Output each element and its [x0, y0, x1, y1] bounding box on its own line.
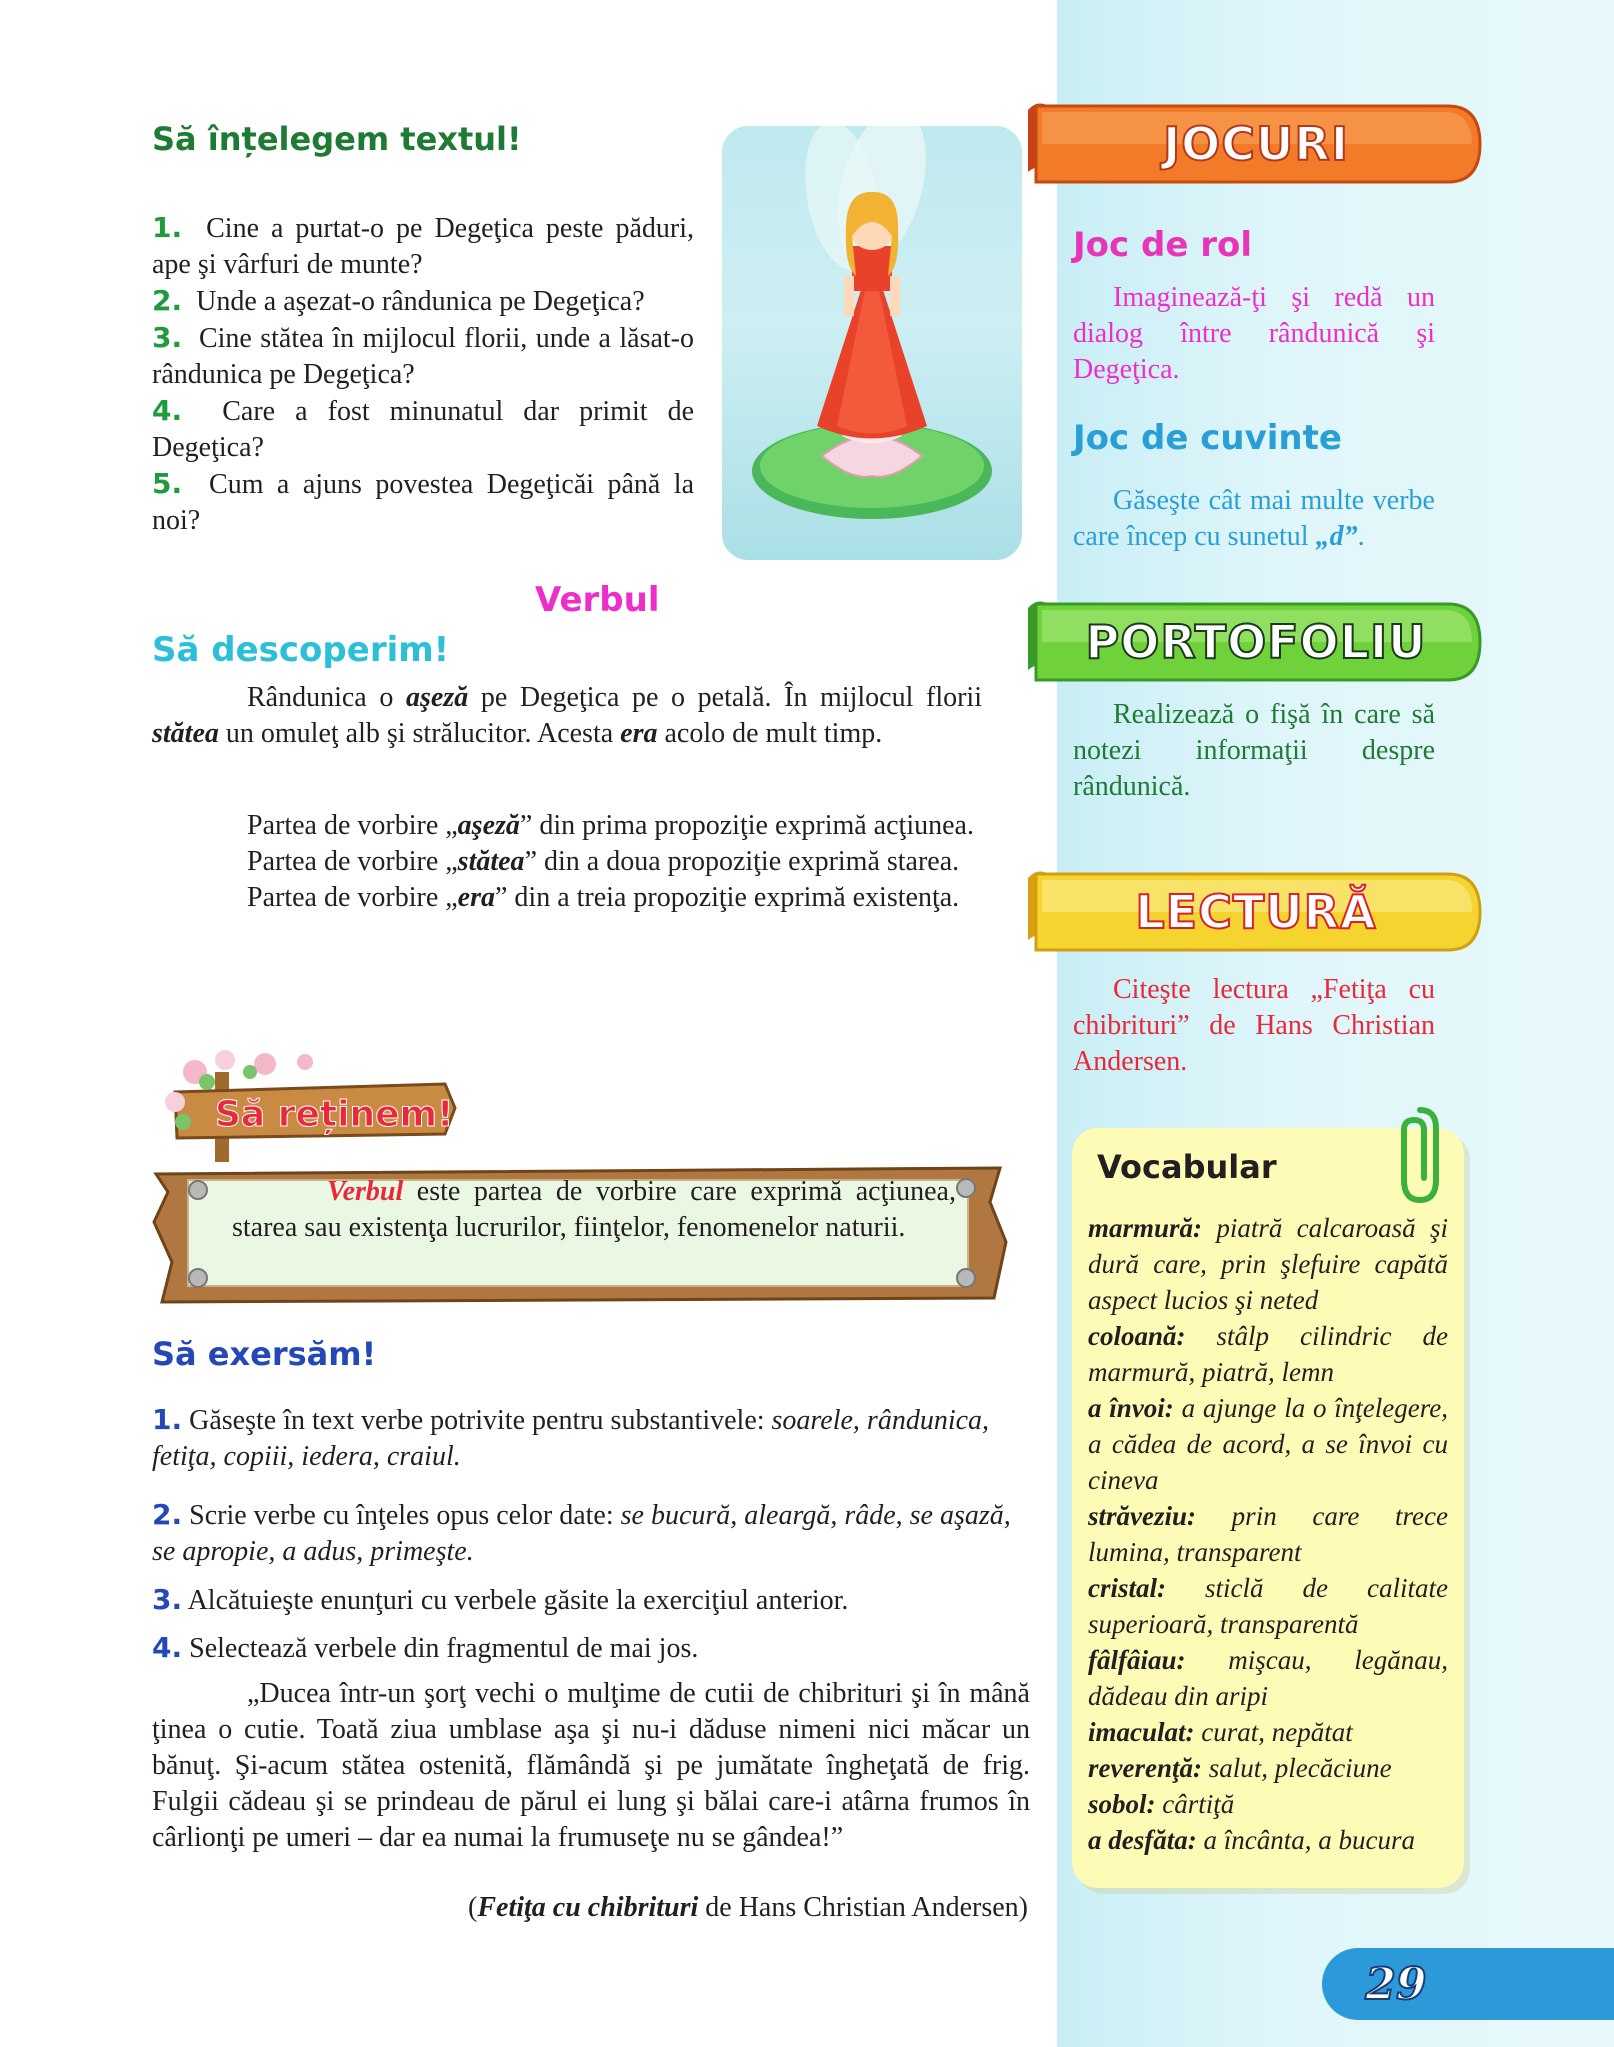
list-item: marmură: piatră calcaroasă şi dură care, prin şlefuire capătă aspect lucios şi neted [1088, 1213, 1448, 1315]
list-item: 5. Cum a ajuns povestea Degeţicăi până la noi? [152, 467, 695, 536]
thumbelina-illustration [722, 126, 1022, 560]
list-item: cristal: sticlă de calitate superioară, transparentă [1088, 1573, 1448, 1639]
section-title-verbul: Verbul [535, 580, 660, 620]
joc-de-rol-title: Joc de rol [1073, 225, 1253, 265]
list-item: reverenţă: salut, plecăciune [1088, 1753, 1392, 1783]
portofoliu-text: Realizează o fişă în care să notezi informaţii despre rândunică. [1073, 699, 1435, 802]
list-item: 2. Unde a aşezat-o rândunica pe Degeţica? [152, 284, 645, 317]
fairy-image [722, 126, 1022, 560]
explanation-line: Partea de vorbire „era” din a treia propoziţie exprimă existenţa. [247, 882, 960, 913]
list-item: 1. Cine a purtat-o pe Degeţica peste păduri, ape şi vârfuri de munte? [152, 211, 694, 280]
explanation-line: Partea de vorbire „aşeză” din prima propoziţie exprimă acţiunea. [247, 810, 974, 841]
vocabulary-list [1088, 1210, 1448, 1858]
exercise-1: 1. Găseşte în text verbe potrivite pentru substantivele: soarele, rândunica, fetiţa, copiii, iedera, craiul. [152, 1403, 990, 1472]
quote-source: (Fetiţa cu chibrituri de Hans Christian Andersen) [468, 1892, 1028, 1923]
story-fragment: „Ducea într-un şorţ vechi o mulţime de cutii de chibrituri şi în mână ţinea o cutie. Toată ziua umblase aşa şi nu-i dăduse nimeni nici măcar un bănuţ. Şi-acum stătea ostenită, flămândă şi pe jumătate îngheţată de frig. Fulgii cădeau şi se prindeau de părul ei lung şi bălai care-i atârna frumos în cârlionţi pe umeri – dar ea numai la frumuseţe nu se gândea!” [152, 1678, 1030, 1853]
exercise-4: 4. Selectează verbele din fragmentul de mai jos. [152, 1631, 699, 1664]
jocuri-banner: JOCURI [1028, 102, 1484, 186]
discover-paragraph: Rândunica o aşeză pe Degeţica pe o petală. În mijlocul florii stătea un omuleţ alb şi strălucitor. Acesta era acolo de mult timp. [152, 682, 982, 749]
joc-de-rol-text: Imaginează-ţi şi redă un dialog între rândunică şi Degeţica. [1073, 282, 1435, 385]
paperclip-icon [1390, 1100, 1450, 1210]
list-item: coloană: stâlp cilindric de marmură, piatră, lemn [1088, 1321, 1448, 1387]
heading-descoperim: Să descoperim! [152, 630, 450, 670]
list-item: 4. Care a fost minunatul dar primit de Degeţica? [152, 394, 694, 463]
list-item: străveziu: prin care trece lumina, transparent [1088, 1501, 1448, 1567]
exercise-3: 3. Alcătuieşte enunţuri cu verbele găsite la exerciţiul anterior. [152, 1583, 849, 1616]
page-number: 29 [1365, 1958, 1427, 2010]
portofoliu-banner: PORTOFOLIU [1028, 600, 1484, 684]
parts-of-speech-explanation [152, 808, 982, 916]
list-item: imaculat: curat, nepătat [1088, 1717, 1353, 1747]
retinem-label: Să reținem! [215, 1094, 454, 1135]
explanation-line: Partea de vorbire „stătea” din a doua propoziţie exprimă starea. [247, 846, 960, 877]
list-item: 3. Cine stătea în mijlocul florii, unde a lăsat-o rândunica pe Degeţica? [152, 321, 695, 390]
exercise-2: 2. Scrie verbe cu înţeles opus celor date: se bucură, aleargă, râde, se aşază, se apropie, a adus, primeşte. [152, 1498, 1011, 1567]
heading-exersam: Să exersăm! [152, 1335, 377, 1373]
heading-intelegem: Să înțelegem textul! [152, 120, 522, 158]
vocabulary-title: Vocabular [1097, 1148, 1277, 1186]
questions-list [152, 210, 694, 539]
joc-de-cuvinte-title: Joc de cuvinte [1073, 418, 1342, 458]
list-item: a învoi: a ajunge la o înţelegere, a cădea de acord, a se învoi cu cineva [1088, 1393, 1448, 1495]
list-item: a desfăta: a încânta, a bucura [1088, 1825, 1415, 1855]
list-item: fâlfâiau: mişcau, legănau, dădeau din aripi [1088, 1645, 1448, 1711]
list-item: sobol: cârtiţă [1088, 1789, 1235, 1819]
retinem-sign [155, 1042, 475, 1162]
lectura-banner: LECTURĂ [1028, 870, 1484, 954]
rule-text: Verbul este partea de vorbire care exprimă acţiunea, starea sau existenţa lucrurilor, fiinţelor, fenomenelor naturii. [232, 1176, 956, 1243]
joc-de-cuvinte-text: Găseşte cât mai multe verbe care încep cu sunetul „d”. [1073, 485, 1435, 552]
lectura-text: Citeşte lectura „Fetiţa cu chibrituri” de Hans Christian Andersen. [1073, 974, 1435, 1077]
